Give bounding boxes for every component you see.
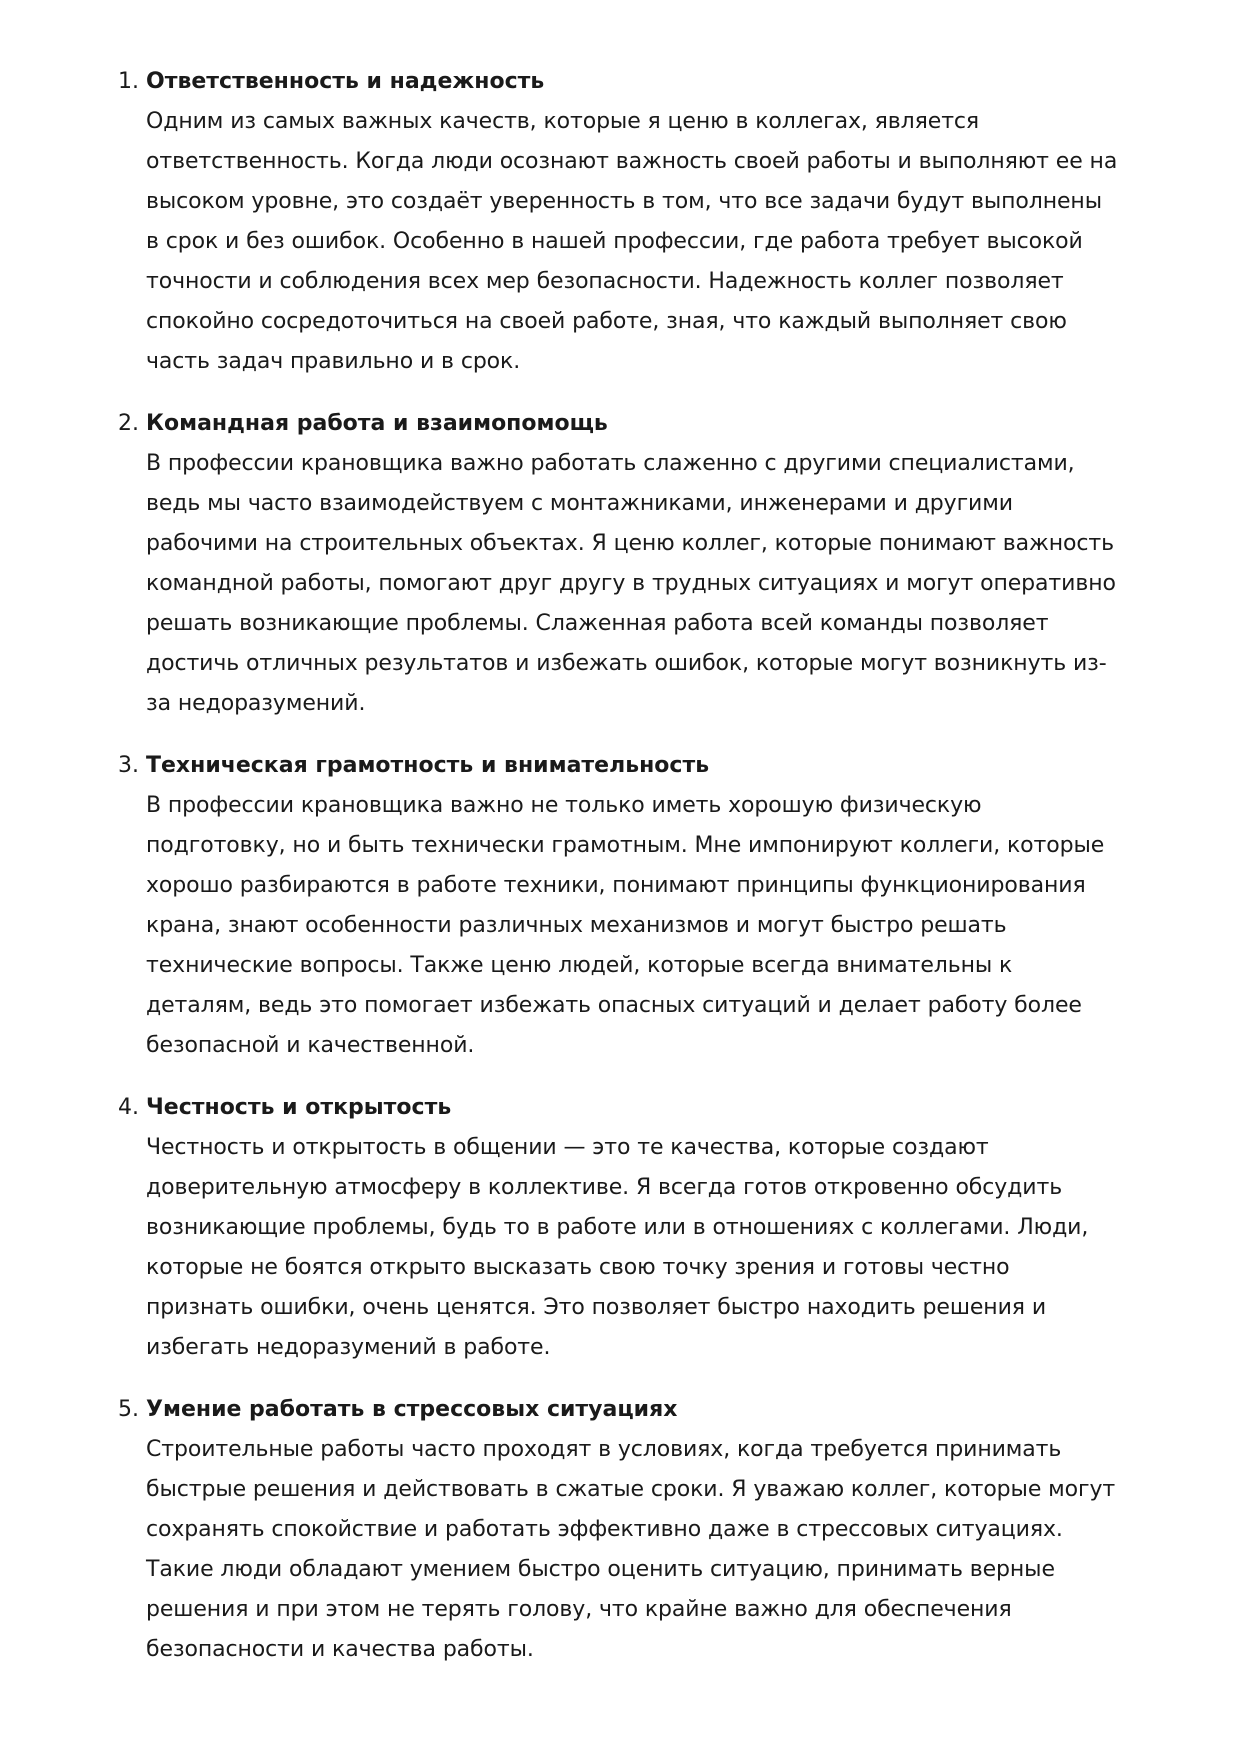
item-body: Строительные работы часто проходят в условиях, когда требуется принимать быстрые решения и действовать в сжатые сроки. Я уважаю коллег, которые могут сохранять спокойствие и работать эффективно даже в стрессовых ситуациях. Такие люди обладают умением быстро оценить ситуацию, принимать верные решения и при этом не терять голову, что крайне важно для обеспечения безопасности и качества работы. xyxy=(146,1437,1116,1662)
item-body: Честность и открытость в общении — это те качества, которые создают доверительную атмосферу в коллективе. Я всегда готов откровенно обсудить возникающие проблемы, будь то в работе или в отношениях с коллегами. Люди, которые не боятся открыто высказать свою точку зрения и готовы честно признать ошибки, очень ценятся. Это позволяет быстро находить решения и избегать недоразумений в работе. xyxy=(146,1135,1089,1360)
item-number: 4. xyxy=(118,1095,139,1120)
item-body: В профессии крановщика важно работать слаженно с другими специалистами, ведь мы часто взаимодействуем с монтажниками, инженерами и другими рабочими на строительных объектах. Я ценю коллег, которые понимают важность командной работы, помогают друг другу в трудных ситуациях и могут оперативно решать возникающие проблемы. Слаженная работа всей команды позволяет достичь отличных результатов и избежать ошибок, которые могут возникнуть из-за недоразумений. xyxy=(146,451,1116,716)
item-number: 5. xyxy=(118,1397,139,1422)
item-heading: Командная работа и взаимопомощь xyxy=(146,411,608,436)
list-item xyxy=(118,746,1119,1066)
list-item xyxy=(118,1088,1119,1368)
item-heading: Ответственность и надежность xyxy=(146,69,545,94)
item-number: 3. xyxy=(118,753,139,778)
item-body: Одним из самых важных качеств, которые я ценю в коллегах, является ответственность. Когда люди осознают важность своей работы и выполняют ее на высоком уровне, это создаёт уверенность в том, что все задачи будут выполнены в срок и без ошибок. Особенно в нашей профессии, где работа требует высокой точности и соблюдения всех мер безопасности. Надежность коллег позволяет спокойно сосредоточиться на своей работе, зная, что каждый выполняет свою часть задач правильно и в срок. xyxy=(146,109,1118,374)
item-heading: Техническая грамотность и внимательность xyxy=(146,753,710,778)
qualities-list xyxy=(118,62,1119,1670)
list-item xyxy=(118,404,1119,724)
item-body: В профессии крановщика важно не только иметь хорошую физическую подготовку, но и быть технически грамотным. Мне импонируют коллеги, которые хорошо разбираются в работе техники, понимают принципы функционирования крана, знают особенности различных механизмов и могут быстро решать технические вопросы. Также ценю людей, которые всегда внимательны к деталям, ведь это помогает избежать опасных ситуаций и делает работу более безопасной и качественной. xyxy=(146,793,1105,1058)
item-heading: Честность и открытость xyxy=(146,1095,452,1120)
item-number: 2. xyxy=(118,411,139,436)
item-number: 1. xyxy=(118,69,139,94)
item-heading: Умение работать в стрессовых ситуациях xyxy=(146,1397,678,1422)
list-item xyxy=(118,62,1119,382)
list-item xyxy=(118,1390,1119,1670)
